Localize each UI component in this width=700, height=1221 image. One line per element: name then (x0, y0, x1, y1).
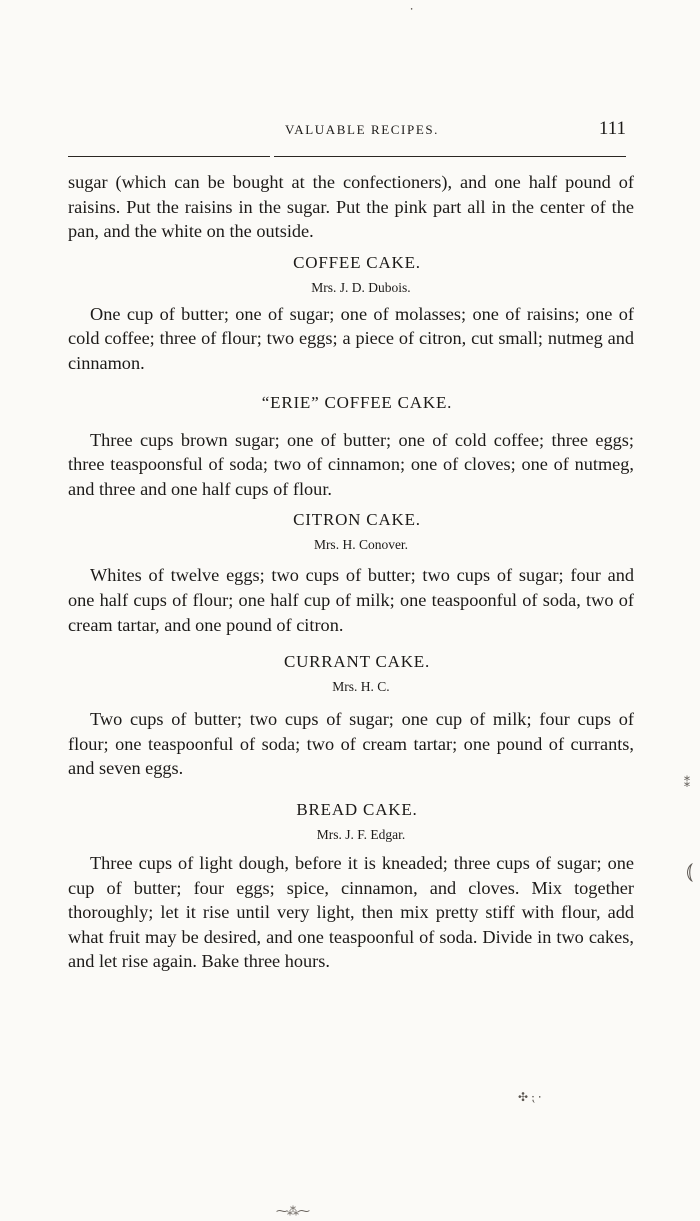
recipe-byline-currant-cake: Mrs. H. C. (332, 679, 390, 695)
page-body (68, 170, 634, 974)
recipe-title-citron-cake: CITRON CAKE. (293, 510, 421, 530)
recipe-byline-coffee-cake: Mrs. J. D. Dubois. (311, 279, 411, 295)
margin-speck: ⦅ (686, 858, 694, 883)
recipe-text-coffee-cake: One cup of butter; one of sugar; one of molasses; one of raisins; one of cold coffee; three of flour; two eggs; a piece of citron, cut small; nutmeg and cinnamon. (68, 303, 634, 373)
recipe-text-currant-cake: Two cups of butter; two cups of sugar; one cup of milk; four cups of flour; one teaspoonful of soda; two of cream tartar; one pound of currants, and seven eggs. (68, 709, 634, 779)
header-rule-left (68, 156, 270, 157)
recipe-text-citron-cake: Whites of twelve eggs; two cups of butter; two cups of sugar; four and one half cups of flour; one half cup of milk; one teaspoonful of soda, two of cream tartar, and one pound of citron. (68, 565, 634, 635)
recipe-title-erie-coffee-cake: “ERIE” COFFEE CAKE. (261, 392, 453, 412)
recipe-text-bread-cake: Three cups of light dough, before it is kneaded; three cups of sugar; one cup of butter; four eggs; spice, cinnamon, and cloves. Mix together thoroughly; let it rise until very light, then mix pretty stiff with flour, add what fruit may be desired, and one teaspoonful of soda. Divide in two cakes, and let rise again. Bake three hours. (68, 852, 634, 972)
recipe-text-erie-coffee-cake: Three cups brown sugar; one of butter; one of cold coffee; three eggs; three teaspoonsful of soda; two of cinnamon; one of cloves; one of nutmeg, and three and one half cups of flour. (68, 429, 634, 499)
print-speck: ✣ ⁏ ⸱ (518, 1090, 542, 1104)
recipe-title-currant-cake: CURRANT CAKE. (283, 652, 431, 672)
recipe-byline-citron-cake: Mrs. H. Conover. (313, 537, 409, 553)
recipe-title-coffee-cake: COFFEE CAKE. (293, 252, 421, 272)
bottom-ornament: ⁓⁂⁓ (276, 1204, 309, 1218)
print-speck: ⸱ (410, 2, 414, 16)
recipe-title-bread-cake: BREAD CAKE. (296, 799, 418, 819)
margin-speck: ⁑ (684, 776, 690, 790)
header-rule-right (274, 156, 626, 157)
recipe-byline-bread-cake: Mrs. J. F. Edgar. (316, 826, 406, 842)
running-head-title: VALUABLE RECIPES. (284, 122, 440, 137)
running-head (68, 118, 630, 142)
page-number: 111 (598, 118, 626, 139)
continued-paragraph: sugar (which can be bought at the confectioners), and one half pound of raisins. Put the raisins in the sugar. Put the pink part all in the center of the pan, and the white on the outside. (68, 172, 634, 242)
